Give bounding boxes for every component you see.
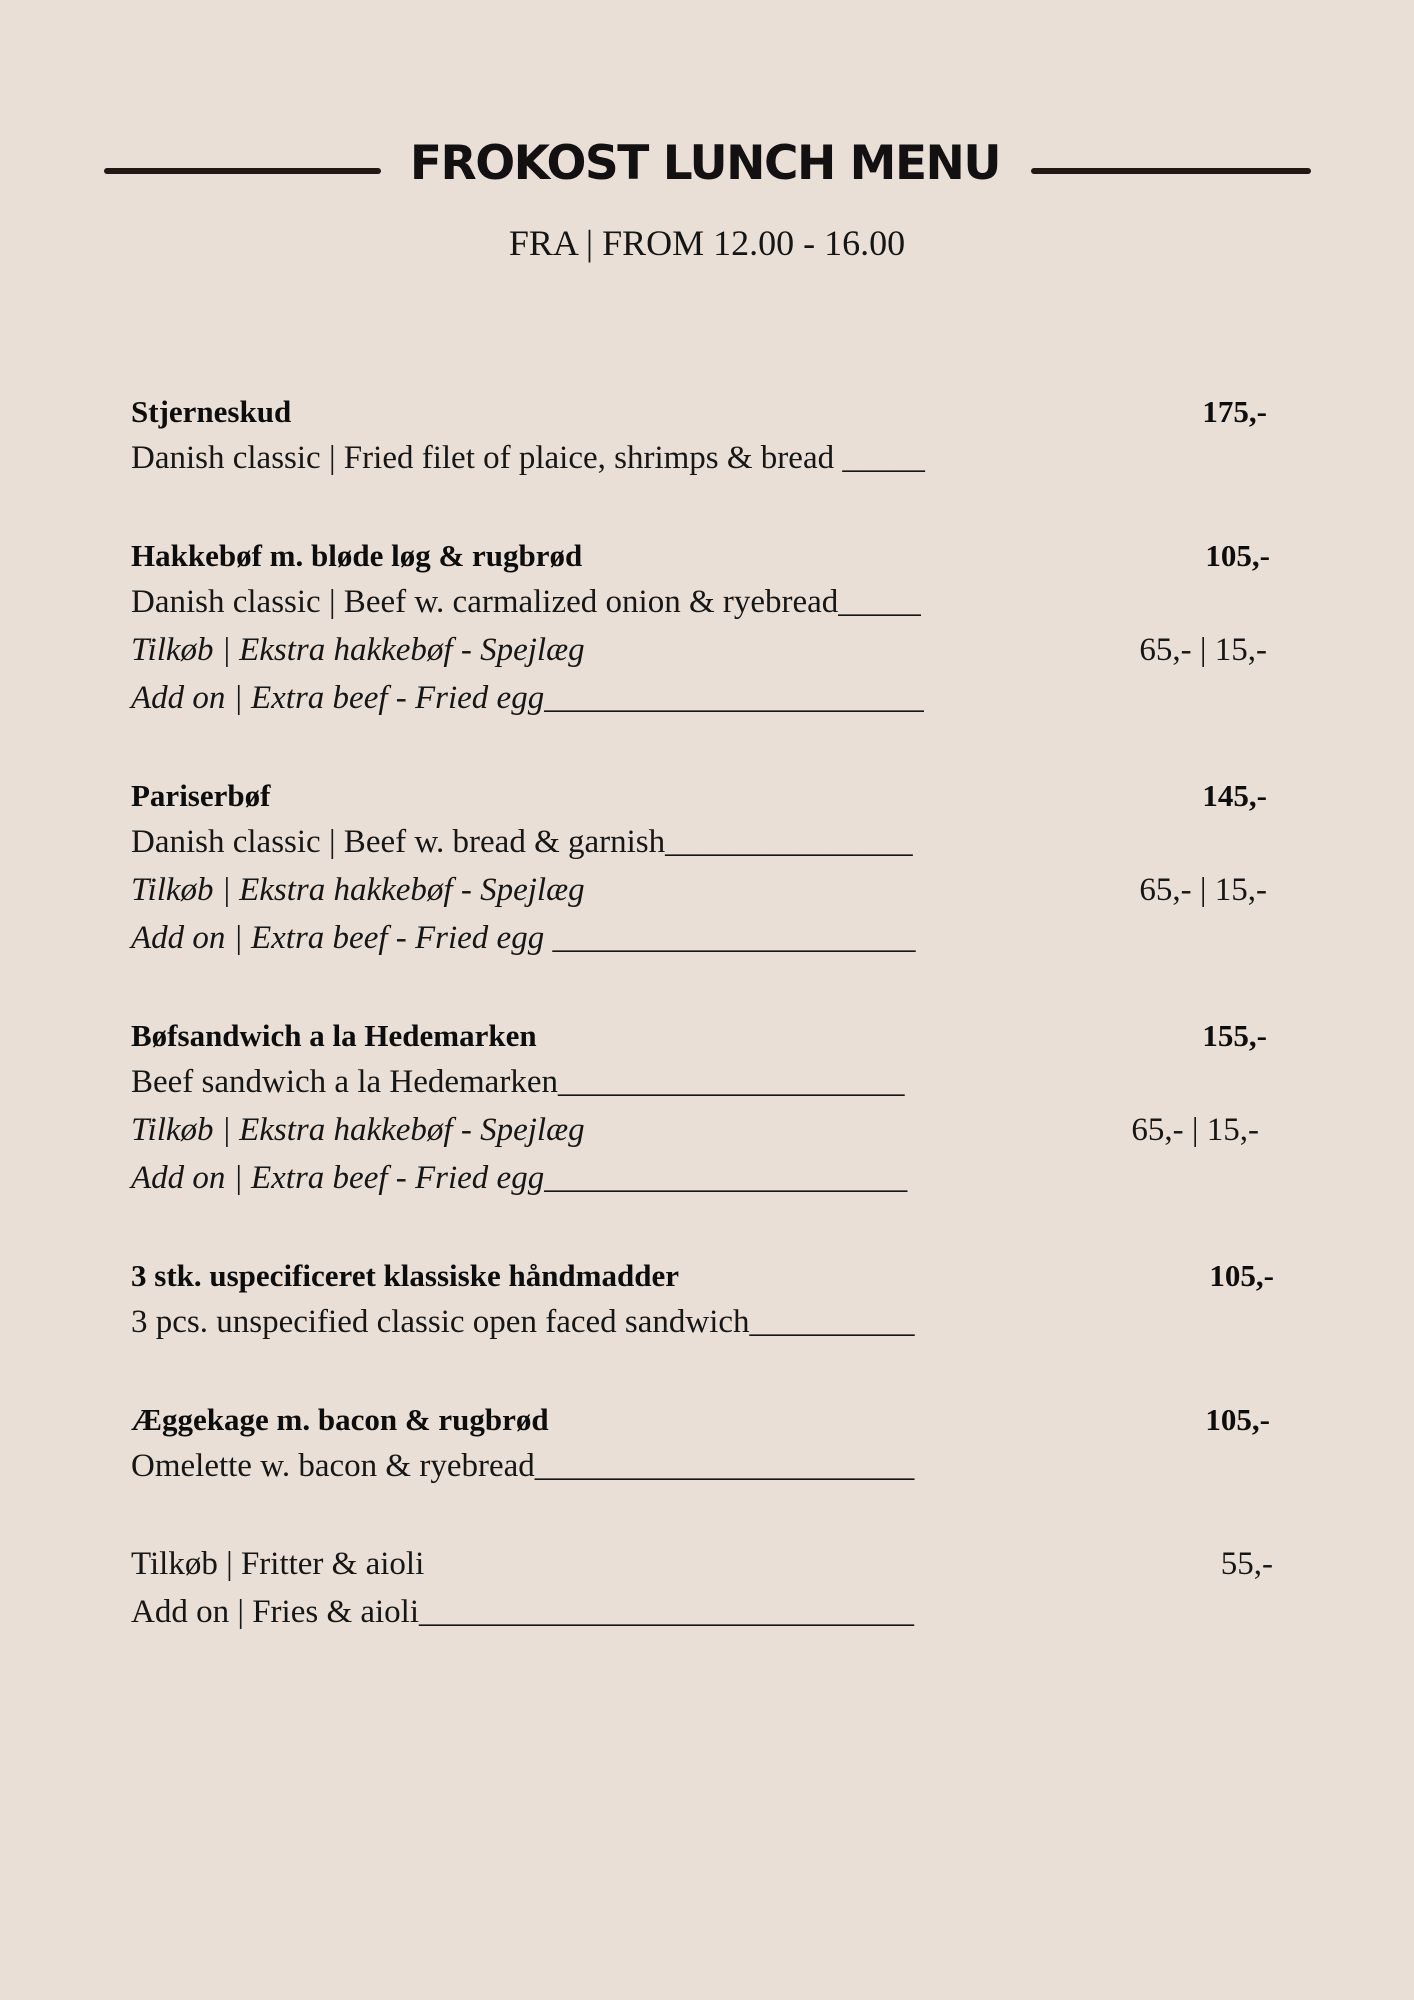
menu-item-name: Stjerneskud	[131, 394, 292, 429]
side-item-name: Tilkøb | Fritter & aioli	[131, 1546, 425, 1582]
menu-item-addon-price: 65,- | 15,-	[1139, 632, 1267, 668]
menu-item-description: Danish classic | Beef w. carmalized onion & ryebread_____	[131, 584, 921, 620]
menu-item-addon-price: 65,- | 15,-	[1131, 1112, 1259, 1148]
menu-item-addon-danish: Tilkøb | Ekstra hakkebøf - Spejlæg	[131, 632, 585, 668]
menu-item-description: 3 pcs. unspecified classic open faced sandwich__________	[131, 1304, 915, 1340]
menu-item-price: 105,-	[1205, 1402, 1270, 1437]
menu-item-name: 3 stk. uspecificeret klassiske håndmadder	[131, 1258, 679, 1293]
menu-item-description: Omelette w. bacon & ryebread_______________________	[131, 1448, 915, 1484]
menu-item-name: Æggekage m. bacon & rugbrød	[131, 1402, 549, 1437]
menu-item-addon-price: 65,- | 15,-	[1139, 872, 1267, 908]
menu-item-addon-english: Add on | Extra beef - Fried egg_______________________	[131, 680, 924, 716]
menu-item-name: Hakkebøf m. bløde løg & rugbrød	[131, 538, 583, 573]
menu-item-name: Bøfsandwich a la Hedemarken	[131, 1018, 537, 1053]
title-row	[0, 130, 1414, 210]
title-rule-right	[1031, 168, 1311, 174]
menu-item-description: Danish classic | Fried filet of plaice, shrimps & bread _____	[131, 440, 925, 476]
menu-item-name: Pariserbøf	[131, 778, 271, 813]
menu-item-addon-danish: Tilkøb | Ekstra hakkebøf - Spejlæg	[131, 1112, 585, 1148]
menu-item-price: 175,-	[1202, 394, 1267, 429]
menu-item-price: 145,-	[1202, 778, 1267, 813]
menu-item-price: 155,-	[1202, 1018, 1267, 1053]
serving-hours: FRA | FROM 12.00 - 16.00	[508, 223, 906, 263]
page-title: FROKOST LUNCH MENU	[409, 136, 1001, 191]
menu-item-addon-danish: Tilkøb | Ekstra hakkebøf - Spejlæg	[131, 872, 585, 908]
side-item-price: 55,-	[1220, 1546, 1273, 1582]
menu-item-description: Beef sandwich a la Hedemarken_____________________	[131, 1064, 905, 1100]
side-item-description: Add on | Fries & aioli______________________________	[131, 1594, 915, 1630]
menu-item-addon-english: Add on | Extra beef - Fried egg______________________	[131, 1160, 908, 1196]
menu-item-price: 105,-	[1205, 538, 1270, 573]
menu-item-description: Danish classic | Beef w. bread & garnish_______________	[131, 824, 913, 860]
menu-item-addon-english: Add on | Extra beef - Fried egg ______________________	[131, 920, 916, 956]
title-rule-left	[104, 168, 381, 174]
menu-item-price: 105,-	[1209, 1258, 1274, 1293]
